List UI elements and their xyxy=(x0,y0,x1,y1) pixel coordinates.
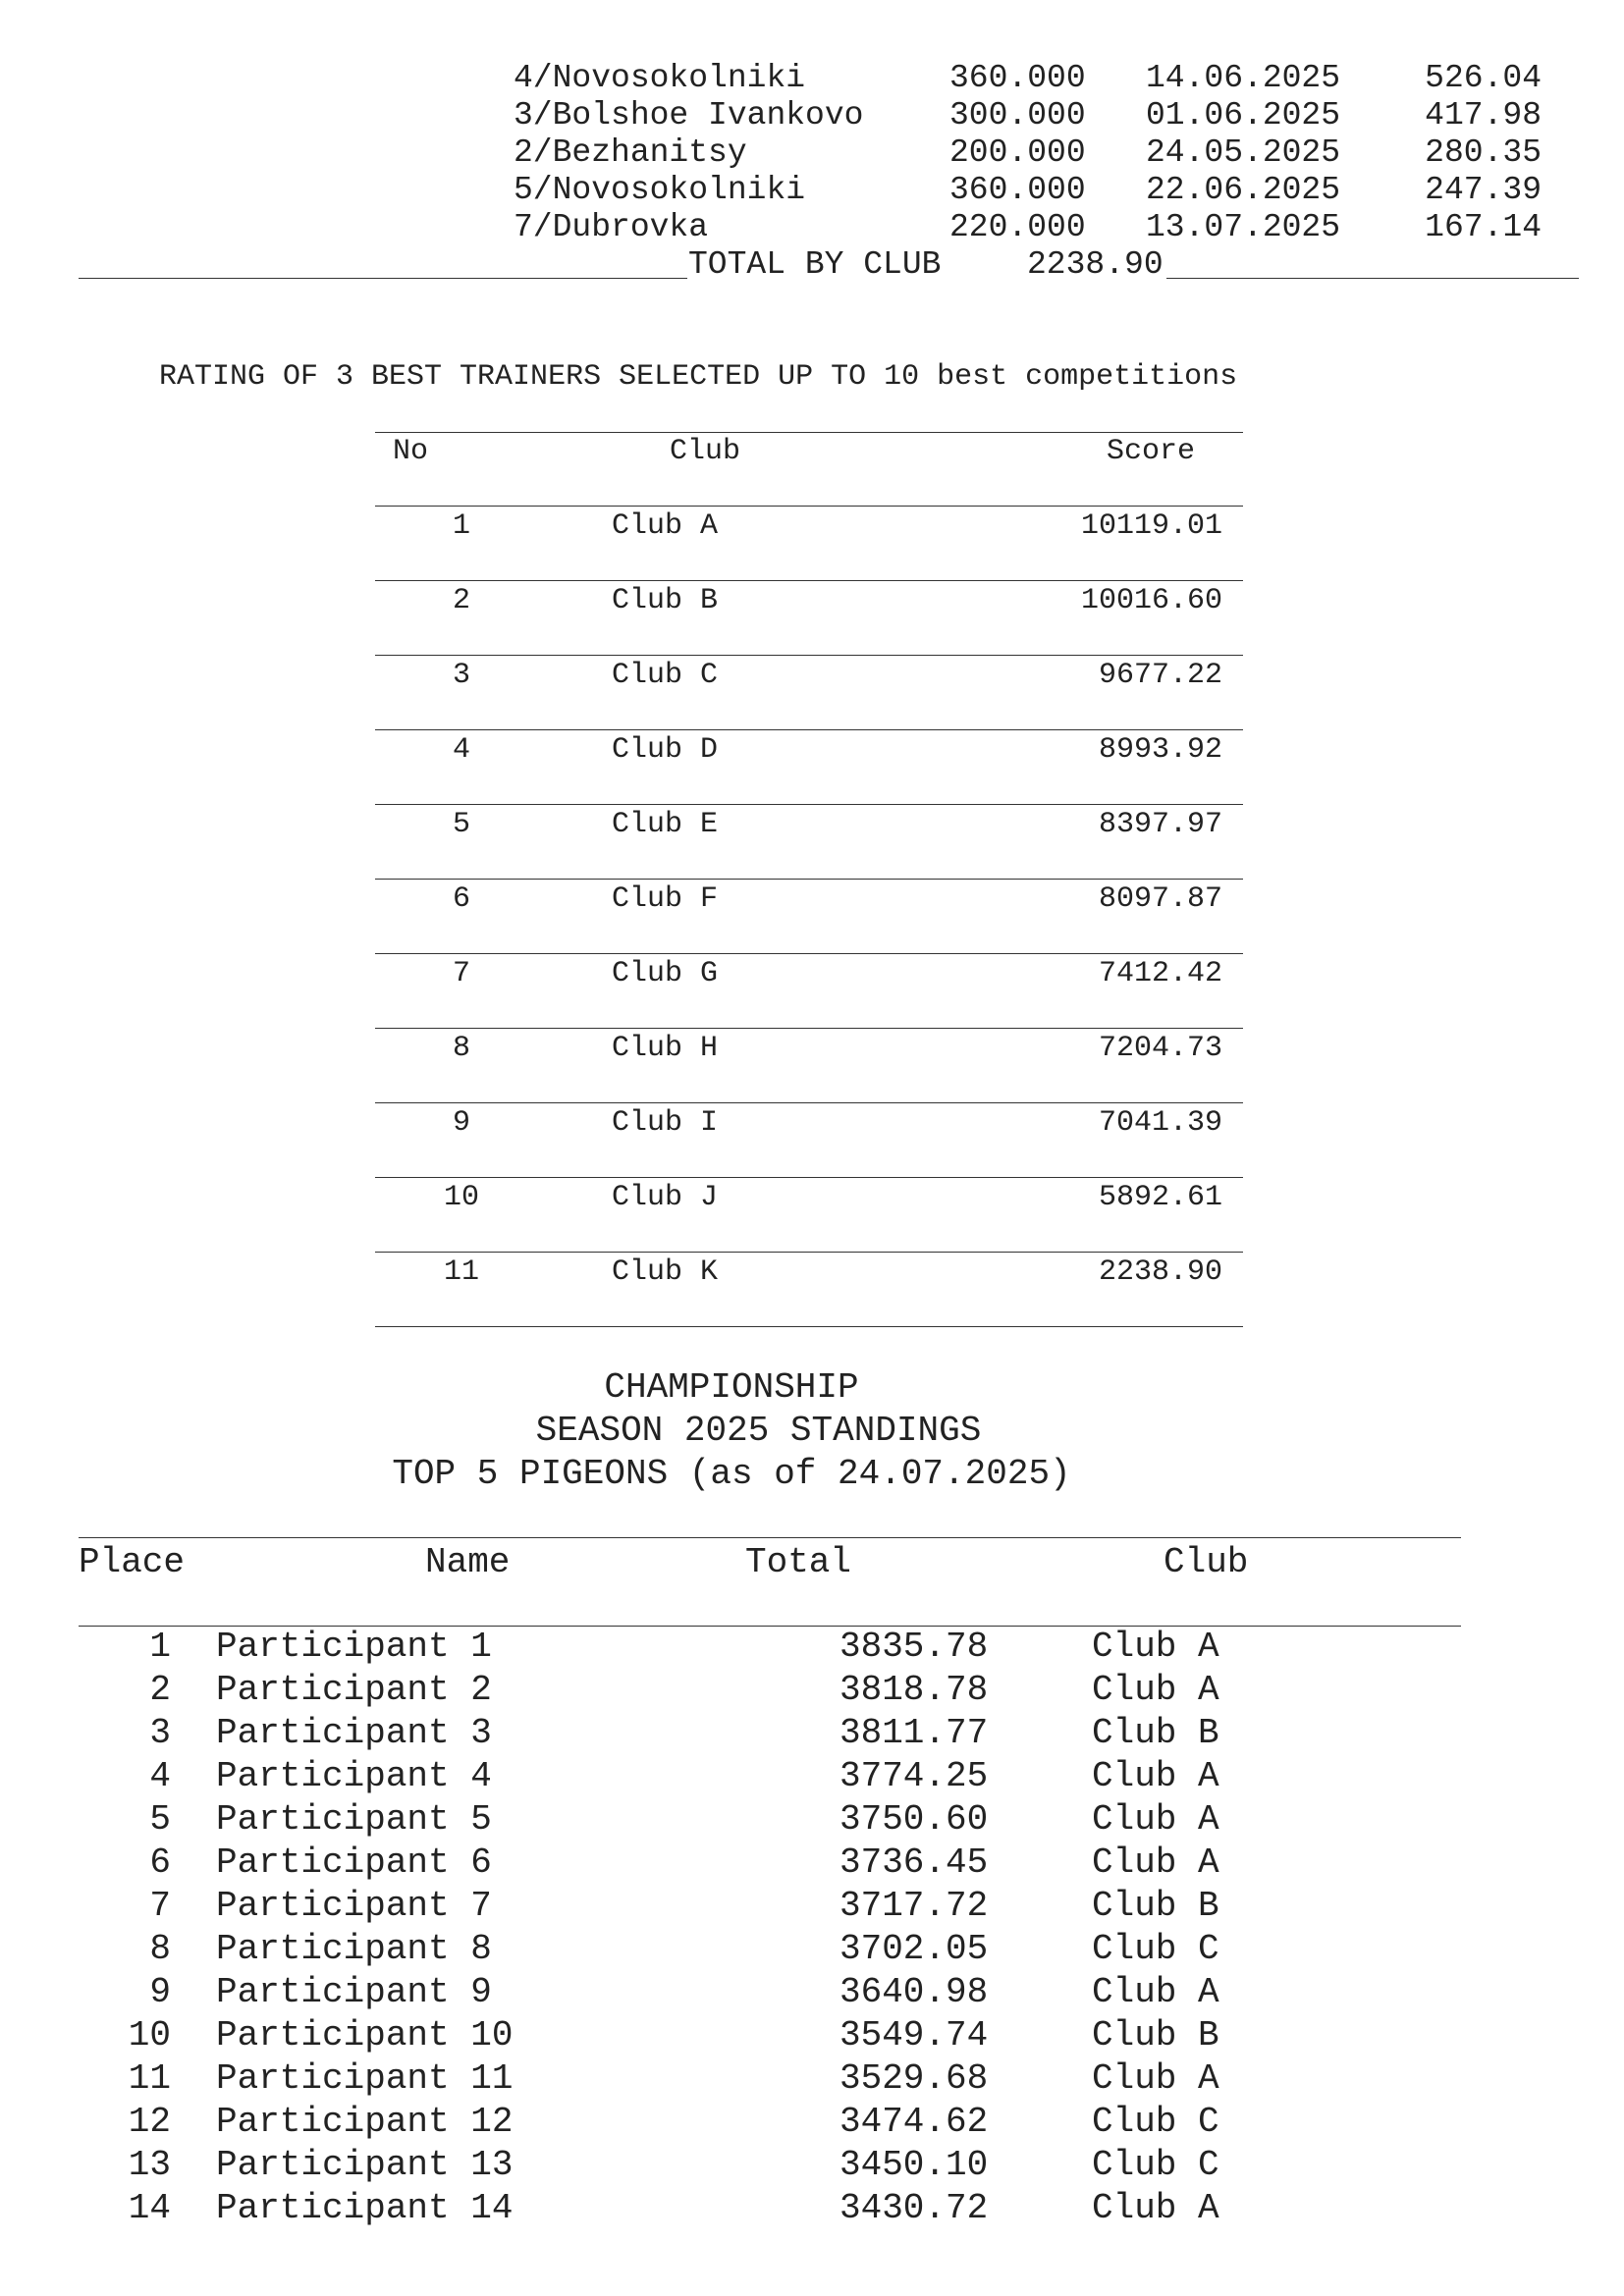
club-row-distance: 360.000 xyxy=(949,172,1086,208)
champ-row-sum: 3736.45 xyxy=(839,1842,989,1883)
champ-row-place: 12 xyxy=(128,2102,171,2142)
champ-row-name: Participant 11 xyxy=(216,2058,514,2099)
rating-row-score: 2238.90 xyxy=(1098,1255,1222,1289)
rating-row-club: Club B xyxy=(612,584,719,617)
rating-row-club: Club C xyxy=(612,659,719,692)
champ-row-place: 8 xyxy=(149,1929,171,1969)
champ-row-club: Club A xyxy=(1092,2188,1219,2228)
champ-row-sum: 3702.05 xyxy=(839,1929,989,1969)
rating-row-club: Club K xyxy=(612,1255,719,1289)
champ-row-club: Club A xyxy=(1092,2058,1219,2099)
rating-row-num: 3 xyxy=(452,659,470,692)
champ-row-club: Club A xyxy=(1092,1627,1219,1667)
rating-row-score: 5892.61 xyxy=(1098,1181,1222,1214)
rating-row-club: Club D xyxy=(612,733,719,767)
champ-row-name: Participant 6 xyxy=(216,1842,492,1883)
club-row-score: 417.98 xyxy=(1425,97,1542,133)
club-row-stage: 4/Novosokolniki xyxy=(514,60,806,96)
champ-row-place: 14 xyxy=(128,2188,171,2228)
club-row-stage: 2/Bezhanitsy xyxy=(514,134,747,171)
champ-row-place: 1 xyxy=(149,1627,171,1667)
divider xyxy=(375,580,1243,581)
divider xyxy=(79,1537,1461,1538)
rating-row-score: 7041.39 xyxy=(1098,1106,1222,1140)
divider xyxy=(375,1102,1243,1103)
divider xyxy=(375,804,1243,805)
champ-row-club: Club A xyxy=(1092,1972,1219,2012)
rating-row-score: 7412.42 xyxy=(1098,957,1222,990)
champ-row-name: Participant 10 xyxy=(216,2015,514,2056)
champ-row-sum: 3640.98 xyxy=(839,1972,989,2012)
rating-row-num: 6 xyxy=(452,882,470,916)
club-row-score: 526.04 xyxy=(1425,60,1542,96)
divider xyxy=(375,1028,1243,1029)
divider xyxy=(79,278,687,279)
champ-row-club: Club C xyxy=(1092,2145,1219,2185)
club-row-score: 167.14 xyxy=(1425,209,1542,245)
club-row-stage: 3/Bolshoe Ivankovo xyxy=(514,97,864,133)
club-row-score: 280.35 xyxy=(1425,134,1542,171)
champ-row-place: 2 xyxy=(149,1670,171,1710)
champ-row-place: 7 xyxy=(149,1886,171,1926)
rating-row-score: 8097.87 xyxy=(1098,882,1222,916)
divider xyxy=(375,1252,1243,1253)
champ-row-sum: 3818.78 xyxy=(839,1670,989,1710)
champ-row-place: 5 xyxy=(149,1799,171,1840)
club-row-stage: 5/Novosokolniki xyxy=(514,172,806,208)
champ-row-club: Club B xyxy=(1092,1713,1219,1753)
divider xyxy=(375,953,1243,954)
divider xyxy=(375,506,1243,507)
champ-row-sum: 3450.10 xyxy=(839,2145,989,2185)
championship-subtitle-date: TOP 5 PIGEONS (as of 24.07.2025) xyxy=(392,1454,1071,1494)
champ-header-name: Name xyxy=(425,1542,511,1582)
champ-row-sum: 3549.74 xyxy=(839,2015,989,2056)
divider xyxy=(375,1326,1243,1327)
divider xyxy=(375,879,1243,880)
champ-row-club: Club B xyxy=(1092,2015,1219,2056)
club-total-label: TOTAL BY CLUB xyxy=(688,246,942,283)
rating-row-num: 11 xyxy=(443,1255,479,1289)
champ-header-sum: Total xyxy=(745,1542,852,1582)
divider xyxy=(375,1177,1243,1178)
club-row-distance: 300.000 xyxy=(949,97,1086,133)
club-row-stage: 7/Dubrovka xyxy=(514,209,709,245)
rating-row-num: 4 xyxy=(452,733,470,767)
champ-row-sum: 3750.60 xyxy=(839,1799,989,1840)
champ-row-name: Participant 8 xyxy=(216,1929,492,1969)
champ-row-club: Club C xyxy=(1092,1929,1219,1969)
rating-row-num: 7 xyxy=(452,957,470,990)
champ-row-sum: 3774.25 xyxy=(839,1756,989,1796)
champ-row-club: Club A xyxy=(1092,1842,1219,1883)
champ-row-place: 3 xyxy=(149,1713,171,1753)
club-row-date: 24.05.2025 xyxy=(1146,134,1341,171)
champ-row-club: Club A xyxy=(1092,1670,1219,1710)
club-total-value: 2238.90 xyxy=(1027,246,1164,283)
champ-row-name: Participant 13 xyxy=(216,2145,514,2185)
champ-row-name: Participant 9 xyxy=(216,1972,492,2012)
champ-row-name: Participant 2 xyxy=(216,1670,492,1710)
champ-row-club: Club A xyxy=(1092,1799,1219,1840)
rating-row-club: Club I xyxy=(612,1106,719,1140)
club-row-distance: 220.000 xyxy=(949,209,1086,245)
rating-row-club: Club G xyxy=(612,957,719,990)
champ-header-place: Place xyxy=(79,1542,186,1582)
rating-row-num: 10 xyxy=(443,1181,479,1214)
divider xyxy=(1166,278,1579,279)
champ-header-club: Club xyxy=(1164,1542,1249,1582)
championship-subtitle: SEASON 2025 STANDINGS xyxy=(535,1411,982,1451)
champ-row-place: 6 xyxy=(149,1842,171,1883)
rating-row-score: 8993.92 xyxy=(1098,733,1222,767)
champ-row-name: Participant 4 xyxy=(216,1756,492,1796)
rating-row-score: 10119.01 xyxy=(1080,509,1222,543)
divider xyxy=(375,432,1243,433)
champ-row-name: Participant 5 xyxy=(216,1799,492,1840)
rating-row-score: 9677.22 xyxy=(1098,659,1222,692)
champ-row-sum: 3529.68 xyxy=(839,2058,989,2099)
rating-row-score: 8397.97 xyxy=(1098,808,1222,841)
divider xyxy=(375,729,1243,730)
champ-row-sum: 3717.72 xyxy=(839,1886,989,1926)
club-row-date: 14.06.2025 xyxy=(1146,60,1341,96)
club-row-distance: 360.000 xyxy=(949,60,1086,96)
rating-row-num: 8 xyxy=(452,1032,470,1065)
champ-row-sum: 3430.72 xyxy=(839,2188,989,2228)
champ-row-sum: 3811.77 xyxy=(839,1713,989,1753)
champ-row-name: Participant 3 xyxy=(216,1713,492,1753)
rating-row-club: Club A xyxy=(612,509,719,543)
champ-row-name: Participant 7 xyxy=(216,1886,492,1926)
rating-row-club: Club J xyxy=(612,1181,719,1214)
championship-title: CHAMPIONSHIP xyxy=(604,1367,859,1408)
rating-row-num: 1 xyxy=(452,509,470,543)
champ-row-club: Club A xyxy=(1092,1756,1219,1796)
rating-row-num: 9 xyxy=(452,1106,470,1140)
rating-header-score: Score xyxy=(1107,435,1196,468)
rating-row-score: 7204.73 xyxy=(1098,1032,1222,1065)
champ-row-name: Participant 12 xyxy=(216,2102,514,2142)
champ-row-club: Club C xyxy=(1092,2102,1219,2142)
rating-header-club: Club xyxy=(670,435,741,468)
rating-header-num: No xyxy=(393,435,429,468)
club-row-distance: 200.000 xyxy=(949,134,1086,171)
club-row-date: 13.07.2025 xyxy=(1146,209,1341,245)
club-row-date: 01.06.2025 xyxy=(1146,97,1341,133)
champ-row-place: 4 xyxy=(149,1756,171,1796)
club-row-date: 22.06.2025 xyxy=(1146,172,1341,208)
rating-row-num: 5 xyxy=(452,808,470,841)
champ-row-place: 13 xyxy=(128,2145,171,2185)
champ-row-place: 10 xyxy=(128,2015,171,2056)
rating-row-club: Club F xyxy=(612,882,719,916)
rating-row-num: 2 xyxy=(452,584,470,617)
club-row-score: 247.39 xyxy=(1425,172,1542,208)
rating-row-club: Club E xyxy=(612,808,719,841)
champ-row-place: 11 xyxy=(128,2058,171,2099)
champ-row-sum: 3474.62 xyxy=(839,2102,989,2142)
rating-row-club: Club H xyxy=(612,1032,719,1065)
champ-row-name: Participant 14 xyxy=(216,2188,514,2228)
rating-title: RATING OF 3 BEST TRAINERS SELECTED UP TO 10 best competitions xyxy=(159,360,1238,394)
champ-row-club: Club B xyxy=(1092,1886,1219,1926)
champ-row-place: 9 xyxy=(149,1972,171,2012)
rating-row-score: 10016.60 xyxy=(1080,584,1222,617)
divider xyxy=(375,655,1243,656)
champ-row-sum: 3835.78 xyxy=(839,1627,989,1667)
champ-row-name: Participant 1 xyxy=(216,1627,492,1667)
